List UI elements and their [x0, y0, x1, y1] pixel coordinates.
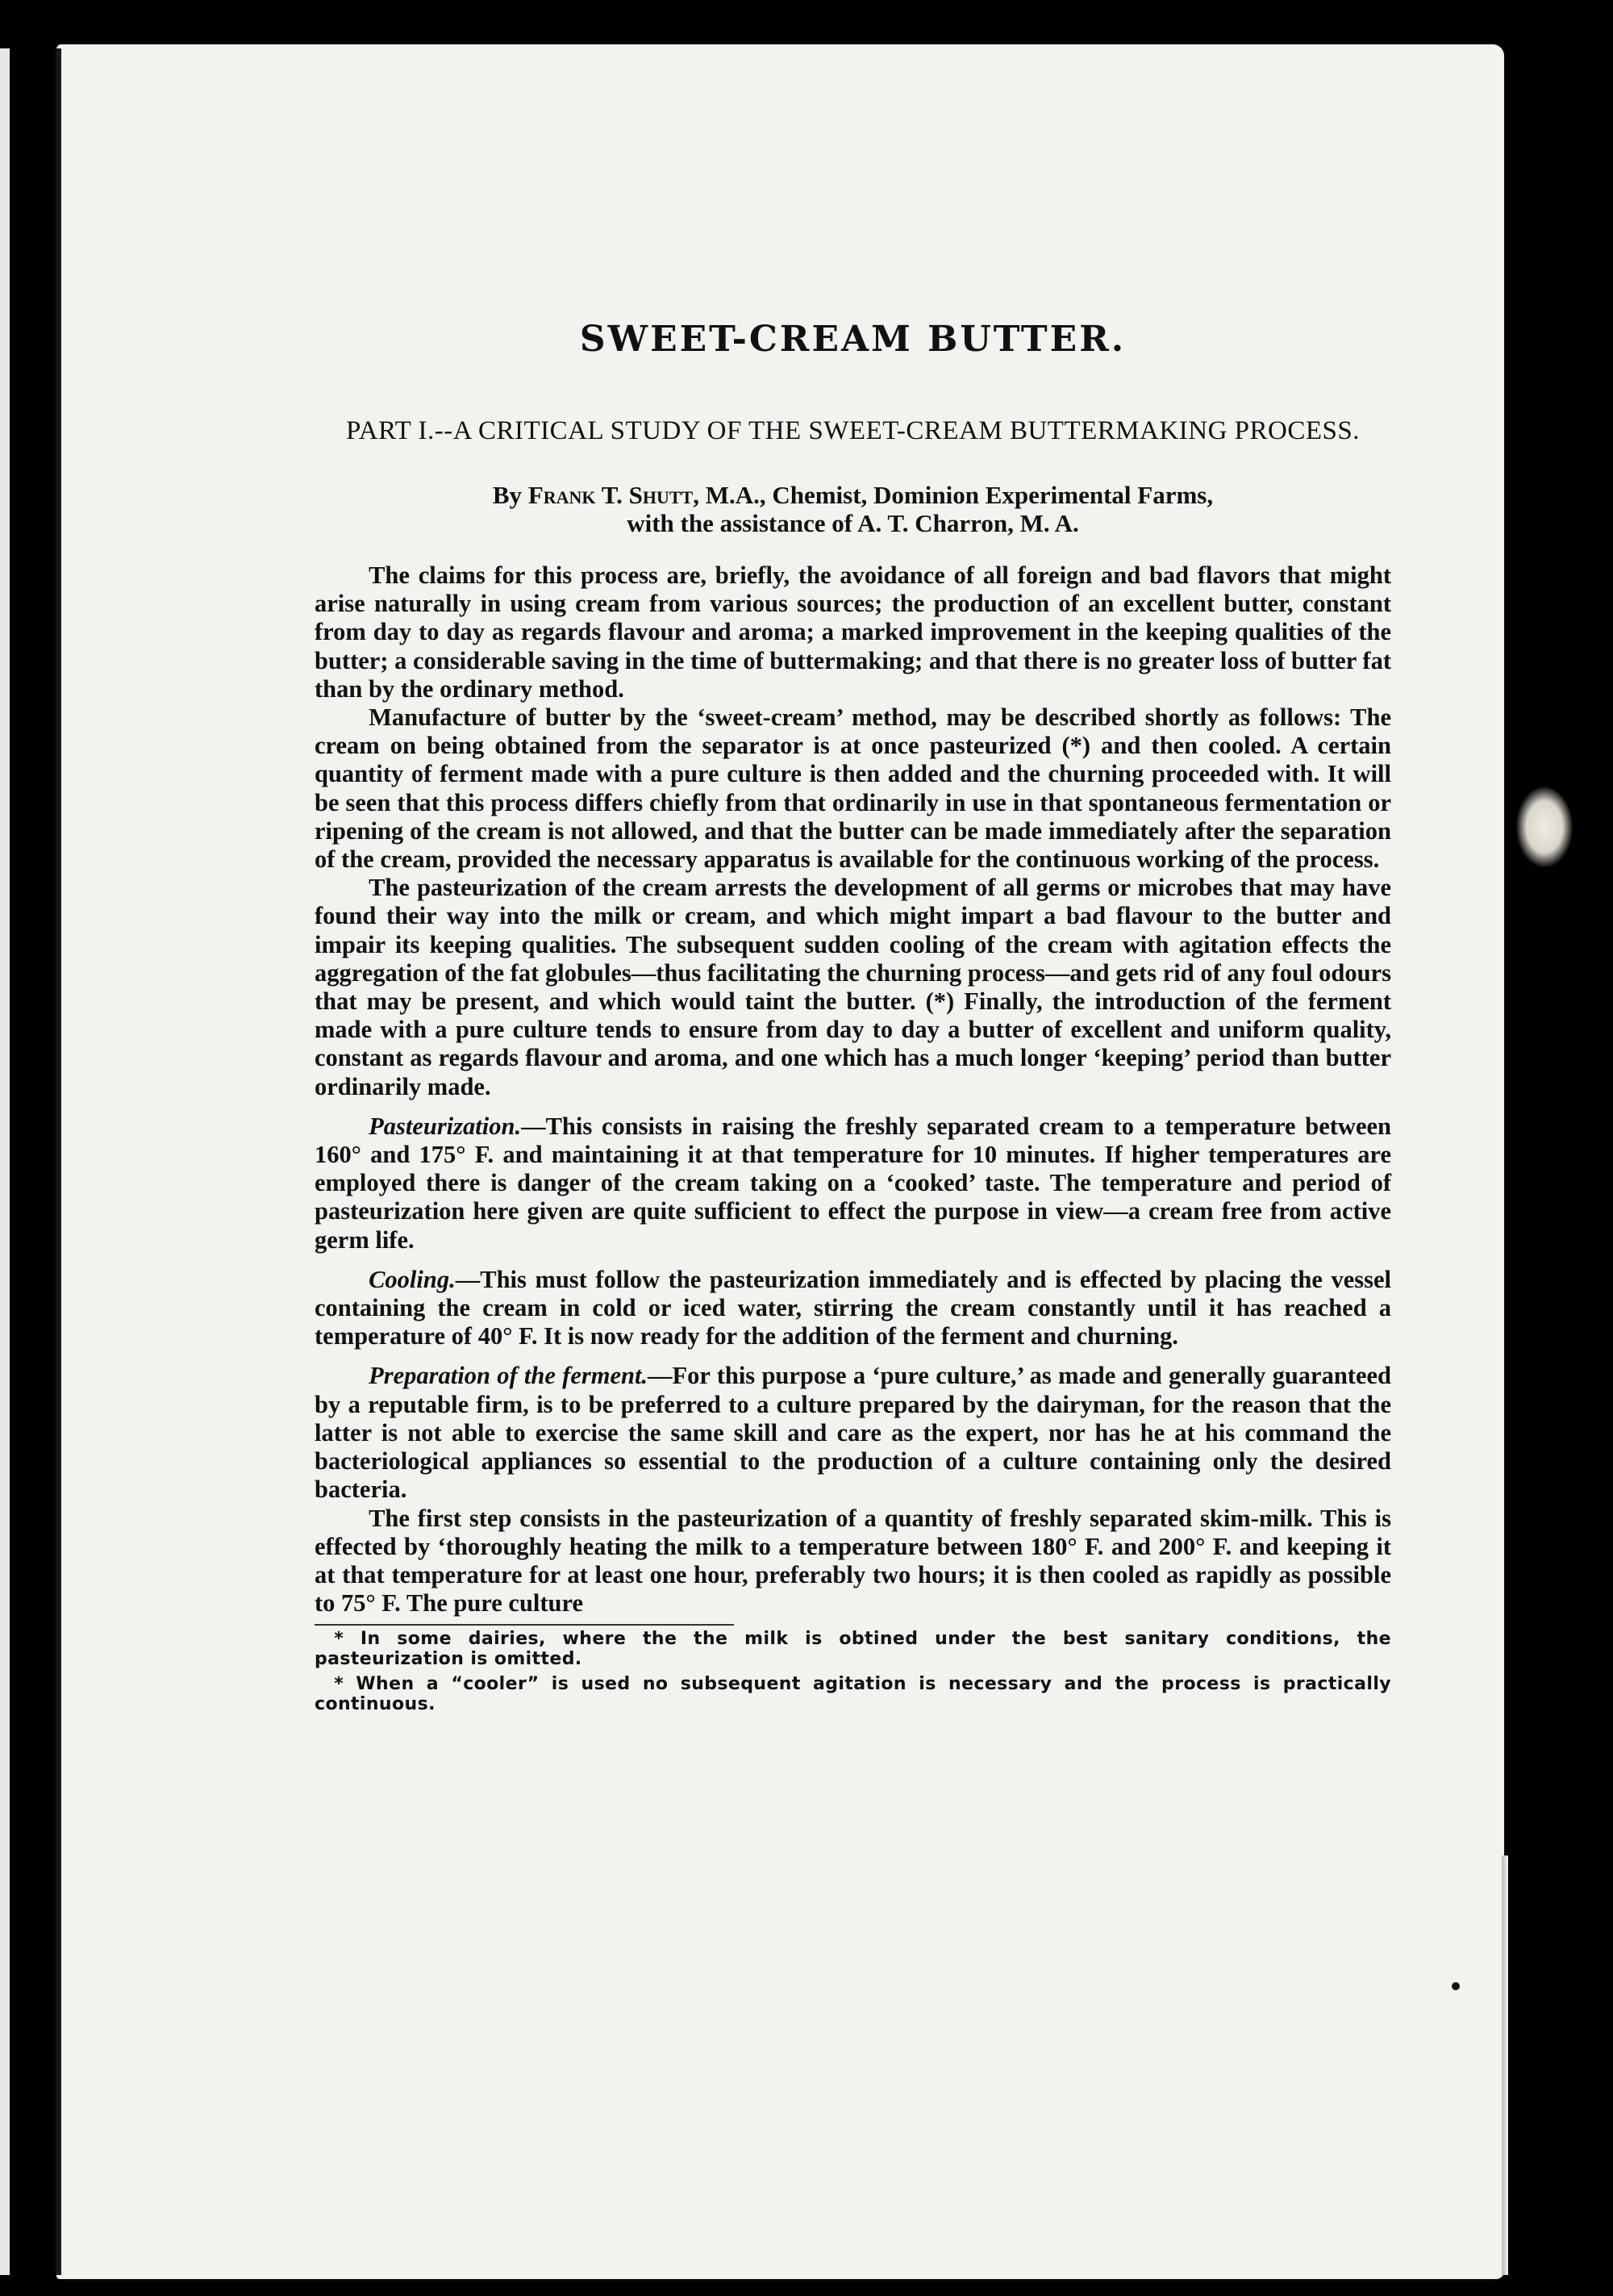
paragraph-ferment-text: —For this purpose a ‘pure culture,’ as made and generally guaranteed by a reputable firm, is to be preferred to a culture prepared by the dairyman, for the reason that the latter is not able to exercise the same skill and care as the expert, nor has he at his command the bacteriological appliances so essential to the production of a culture containing only the desired bacteria. [315, 1362, 1391, 1504]
byline-affiliation: , M.A., Chemist, Dominion Experimental Farms, [693, 481, 1214, 509]
paragraph-claims: The claims for this process are, briefly, the avoidance of all foreign and bad flavors that might arise naturally in using cream from various sources; the production of an excellent butter, constant from day to day as regards flavour and aroma; a marked improvement in the keeping qualities of the butter; a considerable saving in the time of buttermaking; and that there is no greater loss of butter fat than by the ordinary method. [315, 561, 1391, 703]
footnote-2: * When a “cooler” is used no subsequent agitation is necessary and the process is practically continuous. [315, 1674, 1391, 1715]
byline-author: Frank T. Shutt [527, 481, 694, 509]
section-lead-ferment: Preparation of the ferment. [369, 1362, 648, 1390]
paper-damage-blot [1516, 787, 1573, 867]
paragraph-ferment [315, 1362, 1391, 1504]
section-lead-cooling: Cooling. [369, 1265, 456, 1293]
binding-gutter [56, 48, 61, 2275]
paragraph-cooling-text: —This must follow the pasteurization immediately and is effected by placing the vessel containing the cream in cold or iced water, stirring the cream constantly until it has reached a temperature of 40° F. It is now ready for the addition of the ferment and churning. [315, 1265, 1391, 1350]
facing-page-edge [0, 48, 10, 2275]
part-heading: PART I.--A CRITICAL STUDY OF THE SWEET-CREAM BUTTERMAKING PROCESS. [345, 416, 1360, 445]
paragraph-pasteurization [315, 1113, 1391, 1254]
paragraph-manufacture: Manufacture of butter by the ‘sweet-cream’ method, may be described shortly as follows: The cream on being obtained from the separator is at once pasteurized (*) and then cooled. A certain quantity of ferment made with a pure culture is then added and the churning proceeded with. It will be seen that this process differs chiefly from that ordinarily in use in that spontaneous fermentation or ripening of the cream is not allowed, and that the butter can be made immediately after the separation of the cream, provided the necessary apparatus is available for the continuous working of the process. [315, 703, 1391, 874]
section-lead-pasteurization: Pasteurization. [369, 1112, 522, 1140]
footnote-rule [315, 1624, 734, 1626]
paragraph-cooling [315, 1266, 1391, 1351]
ink-spot [1452, 1982, 1460, 1990]
paragraph-first-step: The first step consists in the pasteurization of a quantity of freshly separated skim-milk. This is effected by ‘thoroughly heating the milk to a temperature between 180° F. and 200° F. and keeping it at that temperature for at least one hour, preferably two hours; it is then cooled as rapidly as possible to 75° F. The pure culture [315, 1504, 1391, 1618]
paragraph-pasteurization-effects: The pasteurization of the cream arrests the development of all germs or microbes that may have found their way into the milk or cream, and which might impart a bad flavour to the butter and impair its keeping qualities. The subsequent sudden cooling of the cream with agitation effects the aggregation of the fat globules—thus facilitating the churning process—and gets rid of any foul odours that may be present, and which would taint the butter. (*) Finally, the introduction of the ferment made with a pure culture tends to ensure from day to day a butter of excellent and uniform quality, constant as regards flavour and aroma, and one which has a much longer ‘keeping’ period than butter ordinarily made. [315, 874, 1391, 1100]
byline-prefix: By [492, 481, 528, 509]
page-curl-shadow [1502, 1856, 1508, 2275]
paragraph-pasteurization-text: —This consists in raising the freshly separated cream to a temperature between 160° and 175° F. and maintaining it at that temperature for 10 minutes. If higher temperatures are employed there is danger of the cream taking on a ‘cooked’ taste. The temperature and period of pasteurization here given are quite sufficient to effect the purpose in view—a cream free from active germ life. [315, 1112, 1391, 1254]
byline [315, 481, 1391, 537]
article-title: SWEET-CREAM BUTTER. [579, 319, 1127, 360]
article-body [315, 319, 1391, 1719]
byline-assistance: with the assistance of A. T. Charron, M. A. [627, 509, 1079, 537]
footnote-1: * In some dairies, where the the milk is obtined under the best sanitary conditions, the pasteurization is omitted. [315, 1629, 1391, 1670]
